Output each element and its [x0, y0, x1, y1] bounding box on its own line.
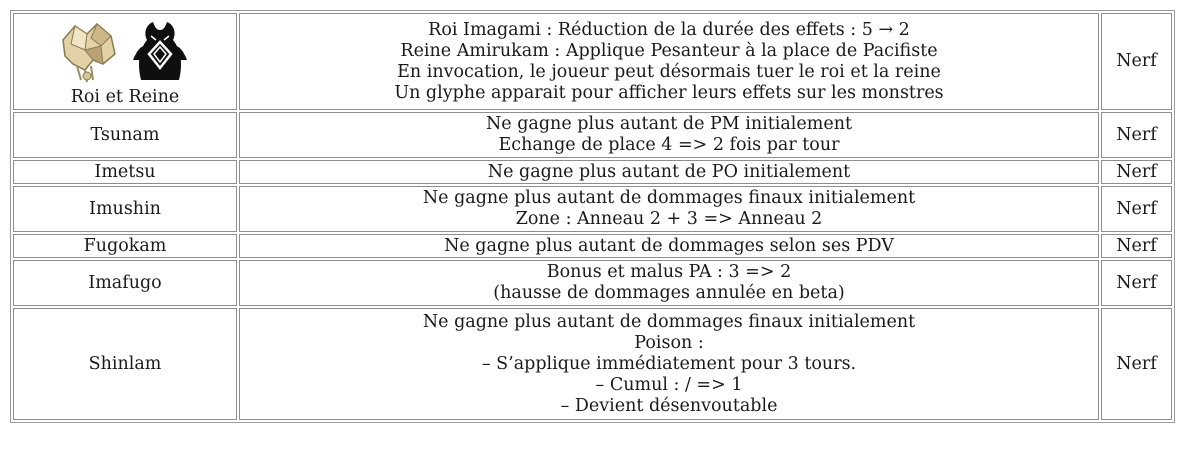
description-line: – S’applique immédiatement pour 3 tours.: [481, 353, 857, 374]
change-type-cell: Nerf: [1101, 308, 1172, 420]
description-cell: [239, 112, 1099, 158]
change-type-cell: Nerf: [1101, 186, 1172, 232]
name-cell: Fugokam: [13, 234, 237, 258]
table-row: [13, 13, 1172, 110]
description-line: Poison :: [634, 332, 704, 353]
queen-icon: [127, 20, 193, 84]
description-line: – Devient désenvoutable: [560, 395, 778, 416]
name-cell: Imafugo: [13, 260, 237, 306]
row-name: Roi et Reine: [70, 87, 180, 107]
description-line: Reine Amirukam : Applique Pesanteur à la place de Pacifiste: [400, 40, 938, 61]
change-type-cell: Nerf: [1101, 160, 1172, 184]
name-cell: [13, 13, 237, 110]
description-line: Ne gagne plus autant de PM initialement: [485, 114, 853, 134]
table-row: [13, 186, 1172, 232]
table-row: [13, 260, 1172, 306]
description-line: En invocation, le joueur peut désormais tuer le roi et la reine: [397, 61, 941, 82]
name-cell: Imushin: [13, 186, 237, 232]
king-icon: [57, 20, 121, 84]
table-row: [13, 112, 1172, 158]
description-line: Ne gagne plus autant de PO initialement: [487, 161, 851, 182]
change-type-cell: Nerf: [1101, 112, 1172, 158]
table-row: [13, 308, 1172, 420]
description-cell: [239, 186, 1099, 232]
name-cell: Tsunam: [13, 112, 237, 158]
description-cell: [239, 308, 1099, 420]
name-cell: Imetsu: [13, 160, 237, 184]
description-cell: [239, 234, 1099, 258]
change-type-cell: Nerf: [1101, 234, 1172, 258]
description-line: Ne gagne plus autant de dommages selon ses PDV: [444, 235, 894, 256]
description-line: Ne gagne plus autant de dommages finaux initialement: [422, 188, 916, 208]
description-line: Echange de place 4 => 2 fois par tour: [498, 135, 840, 155]
name-cell: Shinlam: [13, 308, 237, 420]
table-row: [13, 160, 1172, 184]
description-line: Ne gagne plus autant de dommages finaux initialement: [422, 311, 916, 332]
description-cell: [239, 13, 1099, 110]
table-row: [13, 234, 1172, 258]
description-line: Zone : Anneau 2 + 3 => Anneau 2: [515, 209, 823, 229]
description-cell: [239, 260, 1099, 306]
description-line: Un glyphe apparait pour afficher leurs effets sur les monstres: [394, 82, 944, 103]
change-type-cell: Nerf: [1101, 13, 1172, 110]
change-type-cell: Nerf: [1101, 260, 1172, 306]
changes-table: [10, 10, 1175, 423]
description-line: Roi Imagami : Réduction de la durée des effets : 5 → 2: [428, 19, 910, 40]
description-line: – Cumul : / => 1: [595, 374, 743, 395]
description-line: (hausse de dommages annulée en beta): [493, 283, 845, 303]
icon-group: [18, 17, 232, 87]
description-cell: [239, 160, 1099, 184]
description-line: Bonus et malus PA : 3 => 2: [546, 262, 792, 282]
